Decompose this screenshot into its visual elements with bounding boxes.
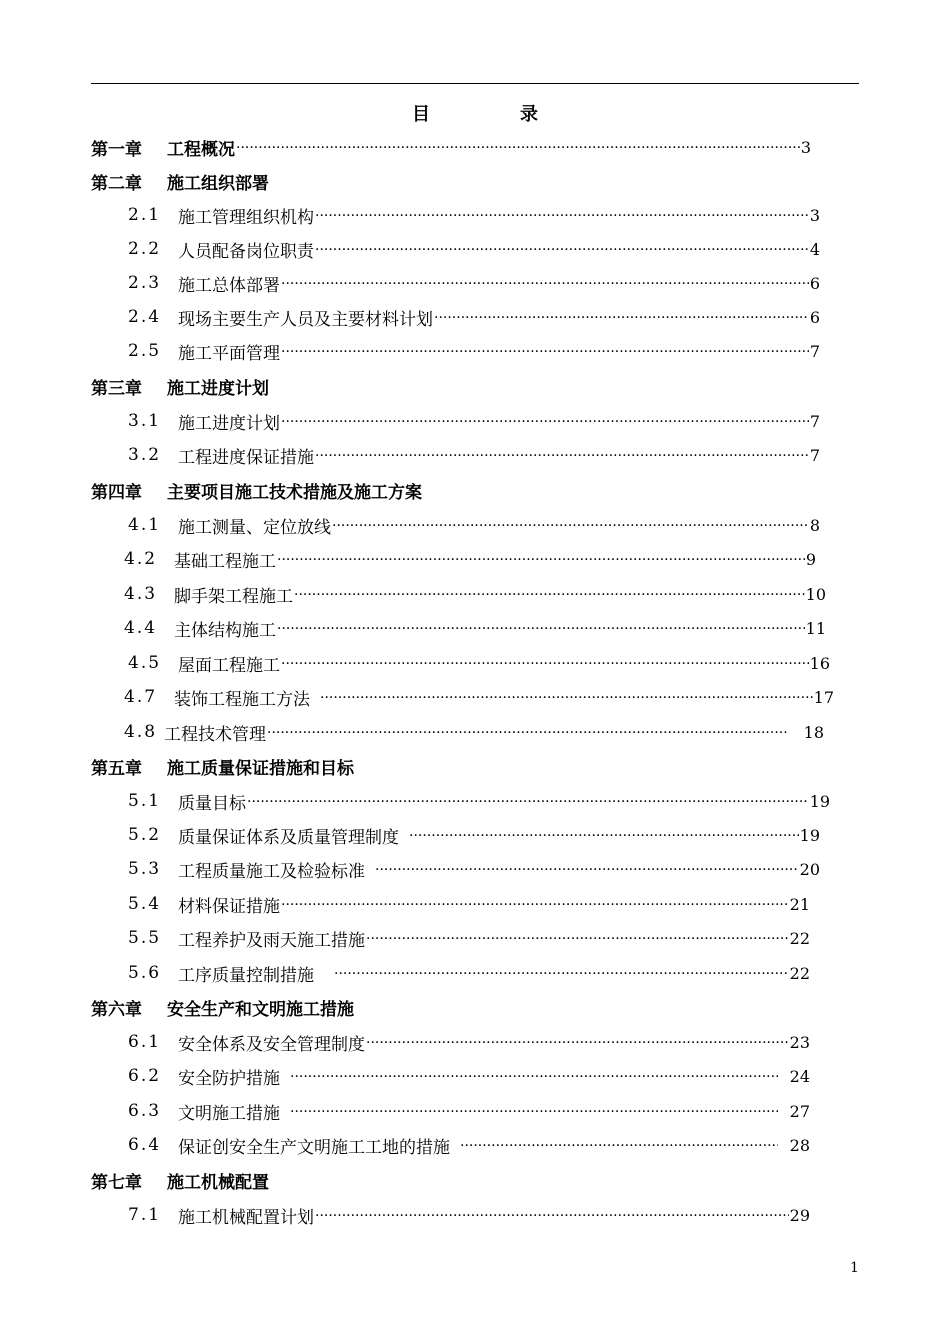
page-ref: 18 bbox=[803, 722, 824, 742]
section-title: 人员配备岗位职责 bbox=[178, 241, 314, 262]
page-ref: 6 bbox=[809, 307, 820, 327]
page-ref: 17 bbox=[813, 687, 834, 707]
toc-section-5-6[interactable] bbox=[128, 956, 810, 990]
leader-dots bbox=[366, 931, 789, 947]
page-ref: 20 bbox=[799, 859, 820, 879]
section-title: 工程技术管理 bbox=[164, 724, 266, 745]
toc-chapter-4[interactable] bbox=[91, 473, 811, 507]
section-title: 装饰工程施工方法 bbox=[174, 689, 310, 710]
toc-chapter-1[interactable] bbox=[91, 130, 811, 164]
leader-dots bbox=[409, 828, 799, 844]
section-number: 5.5 bbox=[128, 928, 162, 948]
toc-section-4-8[interactable] bbox=[124, 715, 824, 749]
toc-section-3-2[interactable] bbox=[128, 438, 820, 472]
header-rule bbox=[91, 83, 859, 84]
page-ref: 22 bbox=[789, 963, 810, 983]
toc-chapter-5[interactable] bbox=[91, 749, 811, 783]
section-title: 安全体系及安全管理制度 bbox=[178, 1034, 365, 1055]
chapter-title: 施工组织部署 bbox=[167, 173, 269, 194]
page-ref: 23 bbox=[789, 1032, 810, 1052]
toc-section-4-5[interactable] bbox=[128, 646, 830, 680]
leader-dots bbox=[294, 587, 805, 603]
section-title: 安全防护措施 bbox=[178, 1068, 280, 1089]
toc-section-5-2[interactable] bbox=[128, 818, 820, 852]
page-ref: 24 bbox=[789, 1066, 810, 1086]
section-title: 工序质量控制措施 bbox=[178, 965, 314, 986]
section-number: 3.1 bbox=[128, 411, 162, 431]
chapter-title: 施工质量保证措施和目标 bbox=[167, 758, 354, 779]
section-title: 主体结构施工 bbox=[174, 620, 276, 641]
page-ref: 10 bbox=[805, 584, 826, 604]
chapter-number: 第二章 bbox=[91, 173, 142, 194]
chapter-number: 第一章 bbox=[91, 139, 142, 160]
page-ref: 19 bbox=[809, 791, 830, 811]
section-number: 6.1 bbox=[128, 1032, 162, 1052]
section-number: 4.3 bbox=[124, 584, 158, 604]
page-ref: 8 bbox=[809, 515, 820, 535]
section-number: 2.5 bbox=[128, 341, 162, 361]
section-title: 质量保证体系及质量管理制度 bbox=[178, 827, 399, 848]
chapter-number: 第三章 bbox=[91, 378, 142, 399]
leader-dots bbox=[315, 1208, 789, 1224]
section-number: 2.1 bbox=[128, 205, 162, 225]
toc-section-4-2[interactable] bbox=[124, 542, 816, 576]
page-ref: 7 bbox=[809, 411, 820, 431]
leader-dots bbox=[332, 518, 809, 534]
section-title: 工程进度保证措施 bbox=[178, 447, 314, 468]
leader-dots bbox=[460, 1138, 778, 1154]
section-number: 5.6 bbox=[128, 963, 162, 983]
section-number: 5.3 bbox=[128, 859, 162, 879]
toc-section-2-2[interactable] bbox=[128, 232, 820, 266]
section-number: 6.3 bbox=[128, 1101, 162, 1121]
section-number: 2.2 bbox=[128, 239, 162, 259]
section-number: 4.1 bbox=[128, 515, 162, 535]
toc-section-3-1[interactable] bbox=[128, 404, 820, 438]
toc-section-5-5[interactable] bbox=[128, 921, 810, 955]
section-number: 2.4 bbox=[128, 307, 162, 327]
section-title: 现场主要生产人员及主要材料计划 bbox=[178, 309, 433, 330]
section-title: 施工测量、定位放线 bbox=[178, 517, 331, 538]
leader-dots bbox=[315, 208, 809, 224]
section-title: 材料保证措施 bbox=[178, 896, 280, 917]
section-title: 工程质量施工及检验标准 bbox=[178, 861, 365, 882]
section-number: 5.4 bbox=[128, 894, 162, 914]
chapter-title: 工程概况 bbox=[167, 139, 235, 160]
leader-dots bbox=[247, 794, 809, 810]
page-ref: 3 bbox=[809, 205, 820, 225]
leader-dots bbox=[334, 966, 789, 982]
leader-dots bbox=[290, 1069, 778, 1085]
toc-section-5-4[interactable] bbox=[128, 887, 810, 921]
toc-section-6-2[interactable] bbox=[128, 1059, 810, 1093]
toc-section-4-1[interactable] bbox=[128, 508, 820, 542]
section-number: 4.7 bbox=[124, 687, 158, 707]
chapter-title: 施工机械配置 bbox=[167, 1172, 269, 1193]
toc-section-2-1[interactable] bbox=[128, 198, 820, 232]
section-number: 4.2 bbox=[124, 549, 158, 569]
toc-chapter-3[interactable] bbox=[91, 369, 811, 403]
toc-section-7-1[interactable] bbox=[128, 1198, 810, 1232]
toc-section-2-5[interactable] bbox=[128, 334, 820, 368]
page-ref: 9 bbox=[805, 549, 816, 569]
section-number: 3.2 bbox=[128, 445, 162, 465]
leader-dots bbox=[434, 310, 809, 326]
leader-dots bbox=[375, 862, 799, 878]
section-number: 4.4 bbox=[124, 618, 158, 638]
section-title: 施工平面管理 bbox=[178, 343, 280, 364]
leader-dots bbox=[267, 725, 788, 741]
section-title: 屋面工程施工 bbox=[178, 655, 280, 676]
page-ref: 22 bbox=[789, 928, 810, 948]
page-ref: 3 bbox=[800, 137, 811, 157]
leader-dots bbox=[281, 344, 809, 360]
leader-dots bbox=[315, 242, 809, 258]
leader-dots bbox=[281, 897, 789, 913]
toc-section-2-3[interactable] bbox=[128, 266, 820, 300]
leader-dots bbox=[281, 276, 809, 292]
section-number: 4.8 bbox=[124, 722, 158, 742]
section-number: 4.5 bbox=[128, 653, 162, 673]
section-title: 施工进度计划 bbox=[178, 413, 280, 434]
page-ref: 27 bbox=[789, 1101, 810, 1121]
leader-dots bbox=[236, 140, 800, 156]
leader-dots bbox=[366, 1035, 789, 1051]
toc-title bbox=[0, 100, 950, 126]
toc-title-right: 录 bbox=[520, 104, 538, 125]
toc-chapter-2[interactable] bbox=[91, 164, 811, 198]
toc-section-5-1[interactable] bbox=[128, 784, 830, 818]
section-title: 施工总体部署 bbox=[178, 275, 280, 296]
leader-dots bbox=[315, 448, 809, 464]
toc-section-4-7[interactable] bbox=[124, 680, 834, 714]
leader-dots bbox=[290, 1104, 778, 1120]
section-number: 6.4 bbox=[128, 1135, 162, 1155]
page-ref: 29 bbox=[789, 1205, 810, 1225]
section-number: 6.2 bbox=[128, 1066, 162, 1086]
chapter-number: 第七章 bbox=[91, 1172, 142, 1193]
leader-dots bbox=[277, 621, 805, 637]
toc-section-6-3[interactable] bbox=[128, 1094, 810, 1128]
page-ref: 7 bbox=[809, 341, 820, 361]
toc-section-2-4[interactable] bbox=[128, 300, 820, 334]
chapter-number: 第六章 bbox=[91, 999, 142, 1020]
chapter-title: 安全生产和文明施工措施 bbox=[167, 999, 354, 1020]
chapter-title: 施工进度计划 bbox=[167, 378, 269, 399]
footer-page-number: 1 bbox=[850, 1260, 859, 1276]
leader-dots bbox=[320, 690, 813, 706]
section-number: 5.1 bbox=[128, 791, 162, 811]
section-number: 2.3 bbox=[128, 273, 162, 293]
page-ref: 16 bbox=[809, 653, 830, 673]
chapter-number: 第四章 bbox=[91, 482, 142, 503]
toc-section-5-3[interactable] bbox=[128, 852, 820, 886]
section-title: 文明施工措施 bbox=[178, 1103, 280, 1124]
toc-section-6-4[interactable] bbox=[128, 1128, 810, 1162]
chapter-number: 第五章 bbox=[91, 758, 142, 779]
section-title: 质量目标 bbox=[178, 793, 246, 814]
page-ref: 4 bbox=[809, 239, 820, 259]
section-title: 保证创安全生产文明施工工地的措施 bbox=[178, 1137, 450, 1158]
toc-chapter-7[interactable] bbox=[91, 1163, 811, 1197]
page-ref: 28 bbox=[789, 1135, 810, 1155]
chapter-title: 主要项目施工技术措施及施工方案 bbox=[167, 482, 422, 503]
leader-dots bbox=[277, 552, 805, 568]
toc-title-left: 目 bbox=[412, 104, 430, 125]
toc-chapter-6[interactable] bbox=[91, 990, 811, 1024]
section-title: 工程养护及雨天施工措施 bbox=[178, 930, 365, 951]
leader-dots bbox=[281, 414, 809, 430]
page-ref: 7 bbox=[809, 445, 820, 465]
page-ref: 19 bbox=[799, 825, 820, 845]
section-title: 脚手架工程施工 bbox=[174, 586, 293, 607]
leader-dots bbox=[281, 656, 809, 672]
page-ref: 6 bbox=[809, 273, 820, 293]
section-number: 5.2 bbox=[128, 825, 162, 845]
page-ref: 21 bbox=[789, 894, 810, 914]
section-title: 基础工程施工 bbox=[174, 551, 276, 572]
section-title: 施工管理组织机构 bbox=[178, 207, 314, 228]
toc-section-4-4[interactable] bbox=[124, 611, 826, 645]
section-title: 施工机械配置计划 bbox=[178, 1207, 314, 1228]
toc-section-6-1[interactable] bbox=[128, 1025, 810, 1059]
section-number: 7.1 bbox=[128, 1205, 162, 1225]
page-ref: 11 bbox=[805, 618, 826, 638]
toc-section-4-3[interactable] bbox=[124, 577, 826, 611]
